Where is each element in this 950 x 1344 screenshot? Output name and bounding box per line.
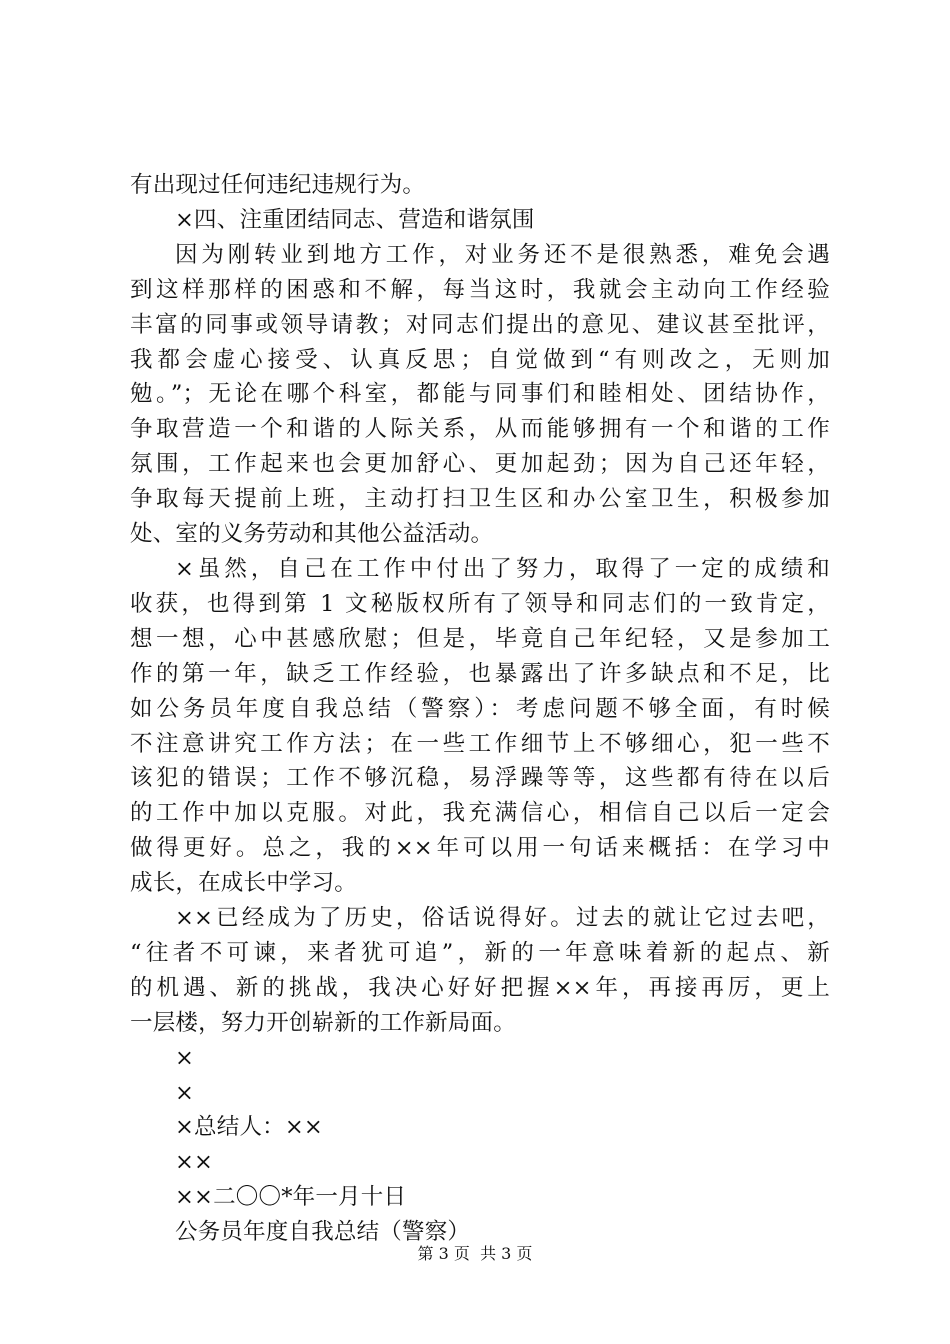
text-line: 作的第一年，缺乏工作经验，也暴露出了许多缺点和不足，比: [130, 660, 830, 687]
text-line: ××二〇〇*年一月十日: [175, 1184, 407, 1211]
text-line: 到这样那样的困惑和不解，每当这时，我就会主动向工作经验: [130, 276, 830, 303]
page-number-label: 第 3 页 共 3 页: [417, 1244, 533, 1263]
text-line: 如公务员年度自我总结（警察）：考虑问题不够全面，有时候: [130, 695, 830, 722]
text-line: 公务员年度自我总结（警察）: [175, 1219, 471, 1246]
text-line: 不注意讲究工作方法；在一些工作细节上不够细心，犯一些不: [130, 730, 830, 757]
text-line: ×: [175, 1079, 195, 1106]
text-line: 争取每天提前上班，主动打扫卫生区和办公室卫生，积极参加: [130, 486, 830, 513]
text-line: 争取营造一个和谐的人际关系，从而能够拥有一个和谐的工作: [130, 416, 830, 443]
text-line: 收获，也得到第 1 文秘版权所有了领导和同志们的一致肯定，: [130, 590, 830, 617]
text-line: 处、室的义务劳动和其他公益活动。: [130, 521, 494, 548]
text-line: 的工作中加以克服。对此，我充满信心，相信自己以后一定会: [130, 800, 830, 827]
text-line: 勉。”；无论在哪个科室，都能与同事们和睦相处、团结协作，: [130, 381, 830, 408]
text-line: 一层楼，努力开创崭新的工作新局面。: [130, 1009, 516, 1036]
text-line: 因为刚转业到地方工作，对业务还不是很熟悉，难免会遇: [175, 241, 830, 268]
text-line: ××已经成为了历史，俗话说得好。过去的就让它过去吧，: [175, 905, 830, 932]
text-line: ××: [175, 1149, 214, 1176]
text-line: 丰富的同事或领导请教；对同志们提出的意见、建议甚至批评，: [130, 311, 830, 338]
page-footer: [0, 1244, 950, 1264]
text-line: 有出现过任何违纪违规行为。: [130, 172, 426, 198]
document-body: [130, 168, 830, 1250]
text-line: “往者不可谏，来者犹可追”，新的一年意味着新的起点、新: [130, 939, 830, 966]
text-line: ×四、注重团结同志、营造和谐氛围: [175, 206, 535, 233]
text-line: 氛围，工作起来也会更加舒心、更加起劲；因为自己还年轻，: [130, 451, 830, 478]
text-line: 的机遇、新的挑战，我决心好好把握××年，再接再厉，更上: [130, 974, 830, 1001]
text-line: 成长，在成长中学习。: [130, 870, 358, 897]
text-line: ×虽然，自己在工作中付出了努力，取得了一定的成绩和: [175, 555, 830, 582]
text-line: 我都会虚心接受、认真反思；自觉做到“有则改之，无则加: [130, 346, 830, 373]
text-line: 想一想，心中甚感欣慰；但是，毕竟自己年纪轻，又是参加工: [130, 625, 830, 652]
text-line: 做得更好。总之，我的××年可以用一句话来概括：在学习中: [130, 835, 830, 862]
text-line: 该犯的错误；工作不够沉稳，易浮躁等等，这些都有待在以后: [130, 765, 830, 792]
text-line: ×: [175, 1044, 195, 1071]
text-line: ×总结人：××: [175, 1114, 323, 1141]
